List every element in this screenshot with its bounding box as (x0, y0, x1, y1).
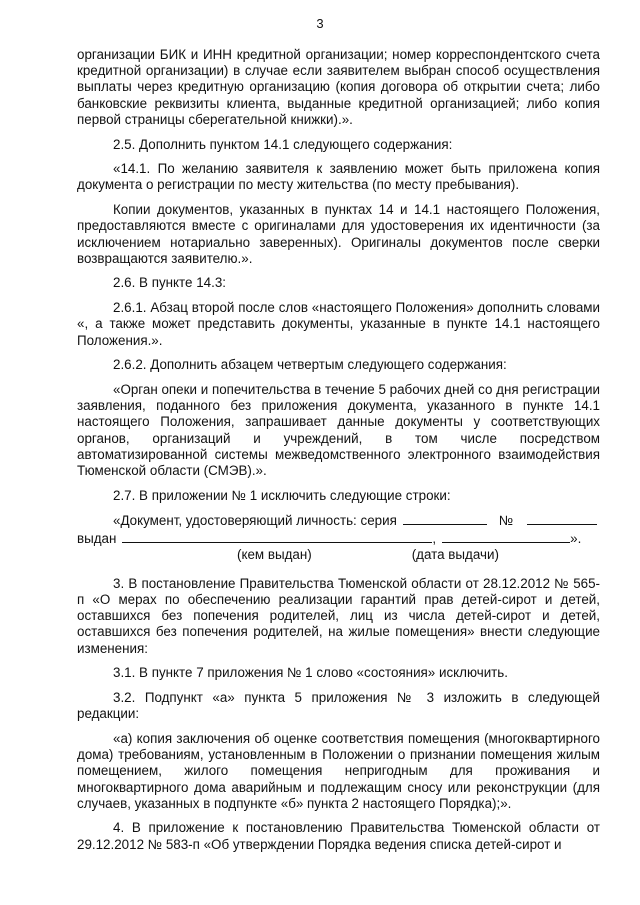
paragraph-3: 3. В постановление Правительства Тюменской области от 28.12.2012 № 565-п «О мерах по обеспечению реализации гарантий прав детей-сирот и детей, оставшихся без попечения родителей, лиц из числа детей-сирот и детей, оставшихся без попечения родителей, на жилые помещения» внести следующие изменения: (77, 575, 600, 656)
paragraph-continued: организации БИК и ИНН кредитной организации; номер корреспондентского счета кредитной организации) в случае если заявителем выбран способ осуществления выплаты через кредитную организацию (копия договора об открытии счета; либо банковские реквизиты клиента, выданные кредитной организацией; либо копия первой страницы сберегательной книжки).». (77, 47, 600, 127)
form-line-1 (77, 512, 600, 529)
issued-by-blank (122, 530, 432, 543)
paragraph-2-6: 2.6. В пункте 14.3: (113, 275, 226, 291)
issue-date-blank (442, 530, 570, 543)
paragraph-3-2: 3.2. Подпункт «а» пункта 5 приложения № 3 изложить в следующей редакции: (77, 690, 600, 722)
paragraph-2-5: 2.5. Дополнить пунктом 14.1 следующего содержания: (113, 136, 453, 152)
form-line-2 (77, 530, 600, 547)
paragraph-guardianship: «Орган опеки и попечительства в течение 5 рабочих дней со дня регистрации заявления, поданного без приложения документа, указанного в пункте 14.1 настоящего Положения, запрашивает данные документы у соответствующих органов, организаций и учреждений, в том числе посредством автоматизированной системы межведомственного электронного взаимодействия Тюменской области (СМЭВ).». (77, 381, 600, 478)
comma: , (432, 530, 437, 546)
document-body (77, 47, 600, 853)
form-end: ». (570, 530, 582, 546)
series-blank (403, 512, 487, 525)
paragraph-2-7: 2.7. В приложении № 1 исключить следующие строки: (113, 487, 451, 503)
issue-date-caption: (дата выдачи) (411, 546, 499, 562)
doc-label: «Документ, удостоверяющий личность: серия (113, 513, 397, 529)
paragraph-copies: Копии документов, указанных в пунктах 14 и 14.1 настоящего Положения, предоставляются вместе с оригиналами для удостоверения их идентичности (за исключением нотариально заверенных). Оригиналы документов после сверки возвращаются заявителю.». (77, 202, 600, 266)
identity-form-lines (77, 512, 600, 562)
paragraph-14-1: «14.1. По желанию заявителя к заявлению может быть приложена копия документа о регистрации по месту жительства (по месту пребывания). (77, 161, 600, 193)
issued-by-caption: (кем выдан) (237, 546, 312, 562)
form-captions (77, 547, 600, 563)
issued-label: выдан (77, 530, 117, 546)
paragraph-2-6-1: 2.6.1. Абзац второй после слов «настоящего Положения» дополнить словами «, а также может представить документы, указанные в пункте 14.1 настоящего Положения.». (77, 300, 600, 348)
paragraph-2-6-2: 2.6.2. Дополнить абзацем четвертым следующего содержания: (113, 357, 507, 373)
number-sign: № (498, 513, 514, 529)
paragraph-3-1: 3.1. В пункте 7 приложения № 1 слово «состояния» исключить. (113, 665, 508, 681)
number-blank (527, 512, 597, 525)
paragraph-4: 4. В приложение к постановлению Правительства Тюменской области от 29.12.2012 № 583-п «Об утверждении Порядка ведения списка детей-сирот и (77, 820, 600, 852)
page-number: 3 (316, 16, 324, 31)
paragraph-subitem-a: «а) копия заключения об оценке соответствия помещения (многоквартирного дома) требованиям, установленным в Положении о признании помещения жилым помещением, жилого помещения непригодным для проживания и многоквартирного дома аварийным и подлежащим сносу или реконструкции (для случаев, указанных в подпункте «б» пункта 2 настоящего Порядка);». (77, 730, 600, 811)
